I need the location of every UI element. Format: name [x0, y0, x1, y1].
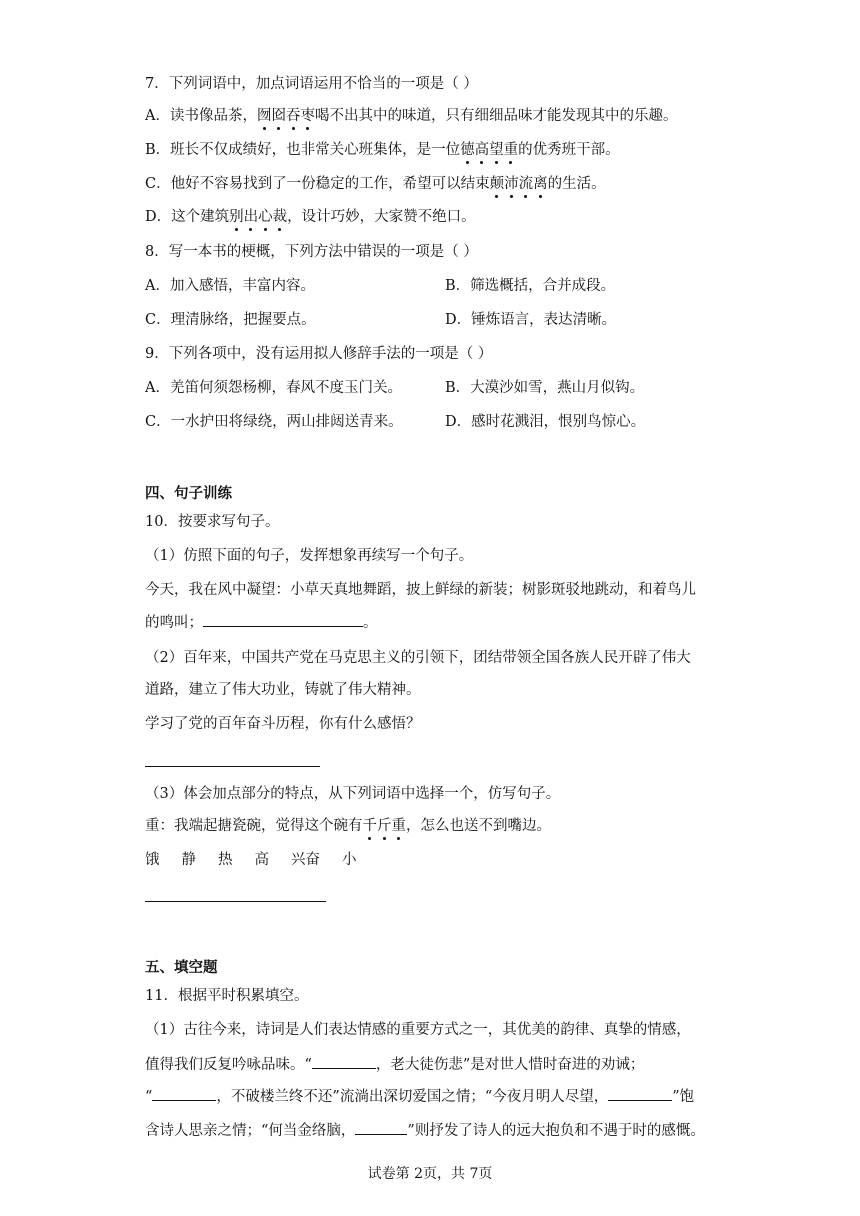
- q10-part2-question: 学习了党的百年奋斗历程，你有什么感悟？: [145, 716, 421, 732]
- dotted-char: 囫: [256, 108, 272, 124]
- answer-blank[interactable]: [203, 612, 363, 627]
- q9-option-c: C．一水护田将绿绕，两山排闼送青来。: [145, 414, 403, 430]
- dotted-char: 高: [474, 142, 490, 158]
- dotted-char: 重: [503, 142, 519, 158]
- word-choice: 静: [181, 852, 196, 868]
- q10-part3-example: 重：我端起搪瓷碗，觉得这个碗有千斤重，怎么也送不到嘴边。: [145, 818, 551, 834]
- q7-option-d: D．这个建筑别出心裁，设计巧妙，大家赞不绝口。: [145, 209, 476, 225]
- dotted-char: 出: [243, 209, 259, 225]
- q10-part1: （1）仿照下面的句子，发挥想象再续写一个句子。: [145, 548, 474, 564]
- dotted-char: 望: [489, 142, 504, 158]
- q11-line2: 值得我们反复吟咏品味。“ ，老大徒伤悲”是对世人惜时奋进的劝诫；: [145, 1054, 644, 1075]
- q7-option-b: B．班长不仅成绩好，也非常关心班集体，是一位德高望重的优秀班干部。: [145, 142, 620, 158]
- q9-stem: 9．下列各项中，没有运用拟人修辞手法的一项是（ ）: [145, 346, 493, 362]
- dotted-char: 别: [229, 209, 244, 225]
- q8-option-b: B．筛选概括，合并成段。: [445, 278, 616, 294]
- dotted-char: 裁: [272, 209, 288, 225]
- q10-part3: （3）体会加点部分的特点，从下列词语中选择一个，仿写句子。: [145, 786, 561, 802]
- q9-option-b: B．大漠沙如雪，燕山月似钩。: [445, 380, 645, 396]
- q8-option-a: A．加入感悟，丰富内容。: [145, 278, 315, 294]
- q7-option-c: C．他好不容易找到了一份稳定的工作，希望可以结束颠沛流离的生活。: [145, 176, 606, 192]
- q10-part2-line2: 道路，建立了伟大功业，铸就了伟大精神。: [145, 682, 421, 698]
- dotted-char: 流: [518, 176, 534, 192]
- q8-option-c: C．理清脉络，把握要点。: [145, 312, 316, 328]
- dotted-char: 颠: [489, 176, 505, 192]
- q10-word-choices: [145, 850, 379, 870]
- answer-blank[interactable]: [608, 1086, 672, 1101]
- q7-stem: 7．下列词语中，加点词语运用不恰当的一项是（ ）: [145, 76, 478, 92]
- word-choice: 兴奋: [291, 852, 320, 868]
- q10-part1-text-cont: 的鸣叫； 。: [145, 612, 378, 633]
- dotted-char: 重: [391, 818, 406, 834]
- answer-blank[interactable]: [355, 1120, 407, 1135]
- q8-option-d: D．锤炼语言，表达清晰。: [445, 312, 617, 328]
- q10-part1-text: 今天，我在风中凝望：小草天真地舞蹈，披上鲜绿的新装；树影斑驳地跳动，和着鸟儿: [145, 582, 696, 598]
- page-footer: 试卷第 2页，共 7页: [367, 1166, 493, 1182]
- dotted-char: 斤: [377, 818, 392, 834]
- q11-line1: （1）古往今来，诗词是人们表达情感的重要方式之一，其优美的韵律、真挚的情感，: [145, 1022, 691, 1038]
- q9-option-d: D．感时花溅泪，恨别鸟惊心。: [445, 414, 646, 430]
- q11-stem: 11．根据平时积累填空。: [145, 988, 309, 1004]
- q10-stem: 10．按要求写句子。: [145, 514, 280, 530]
- word-choice: 小: [342, 852, 357, 868]
- section5-title: 五、填空题: [145, 960, 218, 976]
- answer-line[interactable]: [145, 766, 320, 767]
- answer-line[interactable]: [145, 901, 326, 902]
- dotted-char: 离: [533, 176, 548, 192]
- dotted-char: 吞: [285, 108, 301, 124]
- word-choice: 高: [254, 852, 269, 868]
- dotted-char: 千: [362, 818, 377, 834]
- q9-option-a: A．羌笛何须怨杨柳，春风不度玉门关。: [145, 380, 402, 396]
- dotted-char: 德: [460, 142, 475, 158]
- q8-stem: 8．写一本书的梗概，下列方法中错误的一项是（ ）: [145, 244, 478, 260]
- dotted-char: 沛: [504, 176, 519, 192]
- section4-title: 四、句子训练: [145, 486, 232, 502]
- word-choice: 饿: [145, 852, 160, 868]
- answer-blank[interactable]: [312, 1054, 376, 1069]
- q11-line3: “ ，不破楼兰终不还”流淌出深切爱国之情；“今夜月明人尽望， ”饱: [145, 1086, 694, 1107]
- q7-option-a: A．读书像品茶，囫囵吞枣喝不出其中的味道，只有细细品味才能发现其中的乐趣。: [145, 108, 678, 124]
- dotted-char: 心: [258, 209, 273, 225]
- q11-line4: 含诗人思亲之情；“何当金络脑， ”则抒发了诗人的远大抱负和不遇于时的感慨。: [145, 1120, 705, 1141]
- dotted-char: 枣: [300, 108, 315, 124]
- q10-part2-line1: （2）百年来，中国共产党在马克思主义的引领下，团结带领全国各族人民开辟了伟大: [145, 650, 691, 666]
- word-choice: 热: [218, 852, 233, 868]
- dotted-char: 囵: [271, 108, 286, 124]
- answer-blank[interactable]: [152, 1086, 216, 1101]
